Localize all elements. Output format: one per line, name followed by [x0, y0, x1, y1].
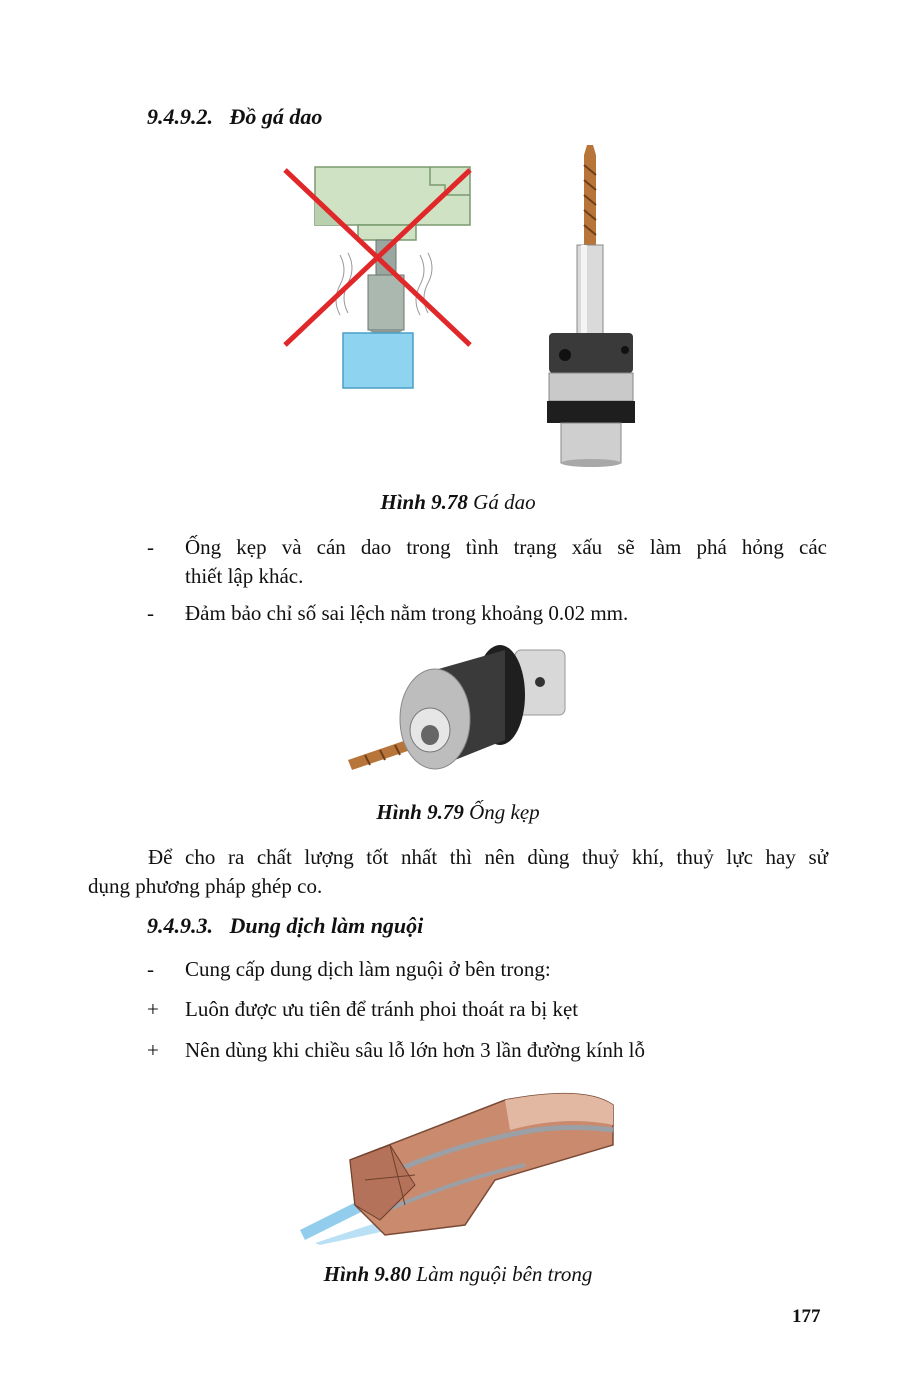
bullet-text-line: thiết lập khác. — [185, 564, 304, 588]
bullet-text: Cung cấp dung dịch làm nguội ở bên trong: — [185, 957, 551, 981]
figure-number: Hình 9.80 — [323, 1262, 412, 1286]
figure-text: Gá dao — [473, 490, 536, 514]
figure-number: Hình 9.78 — [380, 490, 468, 514]
bullet-marker: + — [147, 997, 159, 1021]
section-heading-1 — [147, 104, 322, 130]
figure-bad-clamping-illustration — [280, 165, 475, 390]
bullet-text: Nên dùng khi chiều sâu lỗ lớn hơn 3 lần đường kính lỗ — [185, 1038, 645, 1062]
section-heading-2 — [147, 913, 423, 939]
figure-drill-holder — [535, 145, 645, 467]
figure-caption-3 — [0, 1262, 916, 1287]
figure-number: Hình 9.79 — [376, 800, 464, 824]
paragraph — [88, 843, 828, 901]
section-number: 9.4.9.2. — [147, 104, 213, 129]
figure-caption-1 — [0, 490, 916, 515]
bullet-marker: - — [147, 601, 154, 625]
bullet-marker: + — [147, 1038, 159, 1062]
page-number: 177 — [792, 1306, 821, 1327]
bullet-text: Luôn được ưu tiên để tránh phoi thoát ra bị kẹt — [185, 997, 579, 1021]
bullet-marker: - — [147, 535, 154, 559]
section-number: 9.4.9.3. — [147, 913, 213, 938]
bullet-marker: - — [147, 957, 154, 981]
list-item — [147, 955, 827, 984]
paragraph-line: Để cho ra chất lượng tốt nhất thì nên dùng thuỷ khí, thuỷ lực hay sử — [148, 845, 828, 869]
list-item — [147, 995, 827, 1024]
figure-text: Làm nguội bên trong — [416, 1262, 593, 1286]
paragraph-line: dụng phương pháp ghép co. — [88, 874, 323, 898]
figure-collet-chuck — [340, 640, 575, 780]
figure-caption-2 — [0, 800, 916, 825]
list-item — [147, 533, 827, 591]
figure-text: Ống kẹp — [469, 800, 540, 824]
list-item — [147, 599, 827, 628]
section-title: Dung dịch làm nguội — [229, 913, 424, 938]
list-item — [147, 1036, 827, 1065]
bullet-text: Đảm bảo chỉ số sai lệch nằm trong khoảng 0.02 mm. — [185, 601, 629, 625]
figure-internal-cooling — [295, 1085, 620, 1245]
section-title: Đồ gá dao — [229, 104, 323, 129]
bullet-text-line: Ống kẹp và cán dao trong tình trạng xấu sẽ làm phá hỏng các — [185, 535, 827, 559]
